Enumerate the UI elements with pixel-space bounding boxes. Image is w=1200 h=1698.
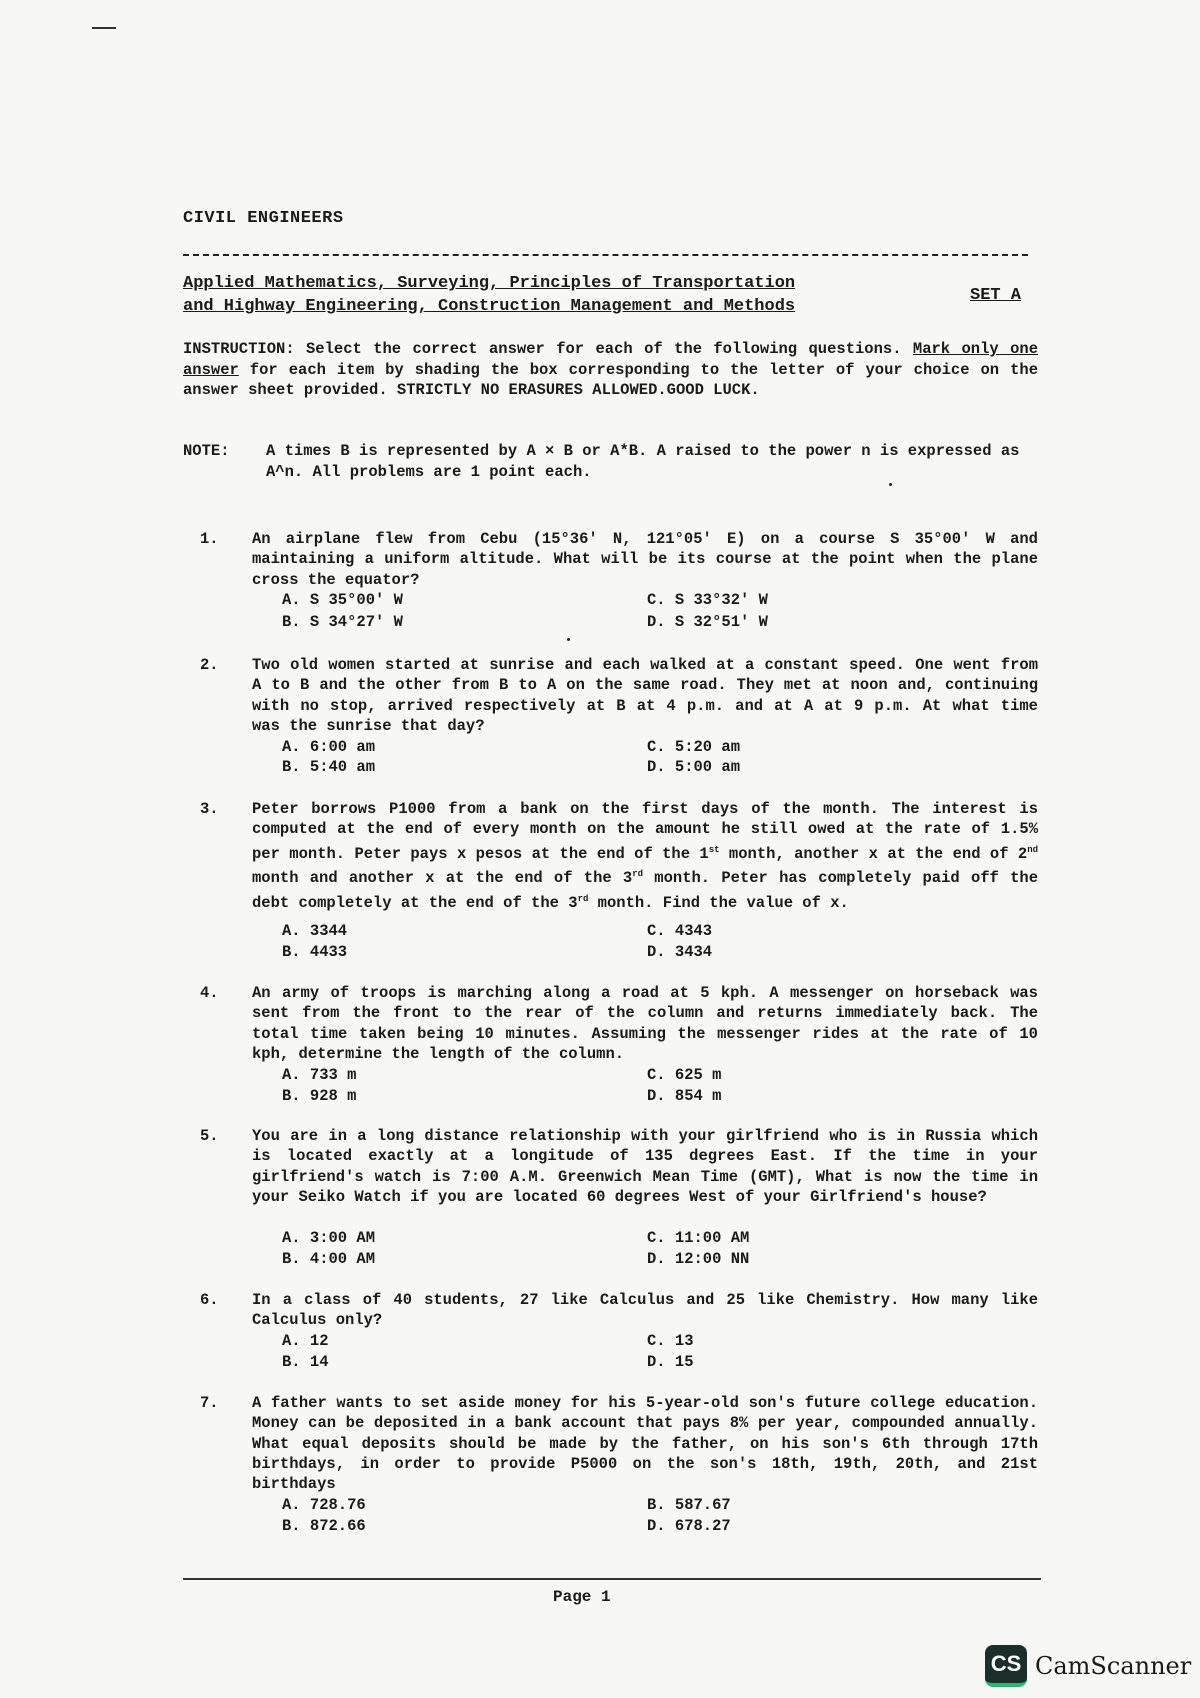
option-d: D. 5:00 am: [647, 758, 741, 776]
instruction-rest: for each item by shading the box corresponding to the letter of your choice on the answer sheet provided. STRICTLY NO ERASURES ALLOWED.GOOD LUCK.: [183, 360, 1038, 399]
superscript: st: [708, 844, 720, 855]
scan-speck: [889, 483, 892, 486]
question-text: A father wants to set aside money for his 5-year-old son's future college education. Money can be deposited in a bank account that pays 8% per year, compounded annually. What equal deposits should be made by the father, on his son's 6th through 17th birthdays, in order to provide P5000 on the son's 18th, 19th, 20th, and 21st birthdays: [252, 1394, 1038, 1494]
option-b: B. 5:40 am: [282, 758, 376, 776]
option-b: B. 928 m: [282, 1087, 357, 1105]
scan-mark: [92, 27, 116, 29]
text-part: month. Peter has completely paid off the debt completely at the end of the 3: [252, 869, 1038, 912]
option-a: A. 6:00 am: [282, 738, 376, 756]
option-c: C. 5:20 am: [647, 738, 741, 756]
dashed-divider: [183, 254, 1028, 256]
question-text: [252, 799, 1038, 913]
instruction-emphasis: Mark only one answer: [183, 340, 1039, 379]
option-c: C. S 33°32′ W: [647, 591, 768, 609]
question-number: 2.: [200, 656, 219, 674]
option-b: B. 872.66: [282, 1517, 366, 1535]
question-number: 3.: [200, 800, 219, 818]
instruction-lead: INSTRUCTION: Select the correct answer for each of the following questions.: [183, 340, 913, 358]
option-c: B. 587.67: [647, 1496, 731, 1514]
note-text: A times B is represented by A × B or A*B. A raised to the power n is expressed as A^n. All problems are 1 point each.: [266, 442, 1020, 481]
option-d: D. 854 m: [647, 1087, 722, 1105]
question-number: 7.: [200, 1394, 219, 1412]
option-a: A. 3344: [282, 922, 348, 940]
question-number: 1.: [200, 530, 219, 548]
option-b: B. 4433: [282, 943, 348, 961]
exam-category: CIVIL ENGINEERS: [183, 209, 344, 228]
question-number: 5.: [200, 1127, 219, 1145]
option-a: A. 733 m: [282, 1066, 357, 1084]
option-d: D. 3434: [647, 943, 713, 961]
subject-line-1: Applied Mathematics, Surveying, Principles of Transportation: [183, 274, 796, 293]
option-d: D. S 32°51′ W: [647, 613, 768, 631]
option-a: A. 3:00 AM: [282, 1229, 376, 1247]
question-number: 4.: [200, 984, 219, 1002]
set-label: SET A: [970, 286, 1022, 305]
text-part: month, another x at the end of 2: [719, 844, 1028, 863]
question-text: In a class of 40 students, 27 like Calculus and 25 like Chemistry. How many like Calculus only?: [252, 1291, 1038, 1330]
option-c: C. 13: [647, 1332, 694, 1350]
option-c: C. 625 m: [647, 1066, 722, 1084]
footer-divider: [183, 1578, 1041, 1580]
superscript: rd: [577, 893, 589, 904]
superscript: nd: [1027, 844, 1039, 855]
question-text: Two old women started at sunrise and each walked at a constant speed. One went from A to B and the other from B to A on the same road. They met at noon and, continuing with no stop, arrived respectively at B at 4 p.m. and at A at 9 p.m. At what time was the sunrise that day?: [252, 656, 1038, 735]
subject-line-2: and Highway Engineering, Construction Management and Methods: [183, 297, 796, 316]
question-text: An army of troops is marching along a road at 5 kph. A messenger on horseback was sent from the front to the rear of the column and returns immediately back. The total time taken being 10 minutes. Assuming the messenger rides at the rate of 10 kph, determine the length of the column.: [252, 984, 1038, 1063]
option-a: A. 12: [282, 1332, 329, 1350]
question-number: 6.: [200, 1291, 219, 1309]
question-text: An airplane flew from Cebu (15°36′ N, 121°05′ E) on a course S 35°00′ W and maintaining a uniform altitude. What will be its course at the point when the plane cross the equator?: [252, 530, 1038, 589]
scan-speck: [567, 638, 570, 641]
exam-subject: [183, 272, 913, 318]
superscript: rd: [632, 869, 644, 880]
text-part: month. Find the value of x.: [588, 893, 849, 912]
option-c: C. 4343: [647, 922, 713, 940]
instructions: [183, 339, 1038, 401]
text-part: month and another x at the end of the 3: [252, 869, 633, 888]
option-a: A. 728.76: [282, 1496, 366, 1514]
question-text: You are in a long distance relationship with your girlfriend who is in Russia which is located exactly at a longitude of 135 degrees East. If the time in your girlfriend's watch is 7:00 A.M. Greenwich Mean Time (GMT), What is now the time in your Seiko Watch if you are located 60 degrees West of your Girlfriend's house?: [252, 1127, 1038, 1206]
option-b: B. 14: [282, 1353, 329, 1371]
camscanner-logo-icon: CS: [985, 1645, 1027, 1687]
option-a: A. S 35°00′ W: [282, 591, 403, 609]
option-b: B. S 34°27′ W: [282, 613, 403, 631]
option-d: D. 15: [647, 1353, 694, 1371]
note-label: NOTE:: [183, 442, 230, 460]
camscanner-text: CamScanner: [1035, 1652, 1192, 1680]
page-number: Page 1: [553, 1588, 611, 1606]
option-d: D. 12:00 NN: [647, 1250, 750, 1268]
option-d: D. 678.27: [647, 1517, 731, 1535]
option-b: B. 4:00 AM: [282, 1250, 376, 1268]
camscanner-watermark: [985, 1645, 1191, 1687]
option-c: C. 11:00 AM: [647, 1229, 750, 1247]
text-part: Peter borrows P1000 from a bank on the first days of the month. The interest is computed at the end of every month on the amount he still owed at the rate of 1.5% per month. Peter pays x pesos at the end of the 1: [252, 800, 1038, 863]
